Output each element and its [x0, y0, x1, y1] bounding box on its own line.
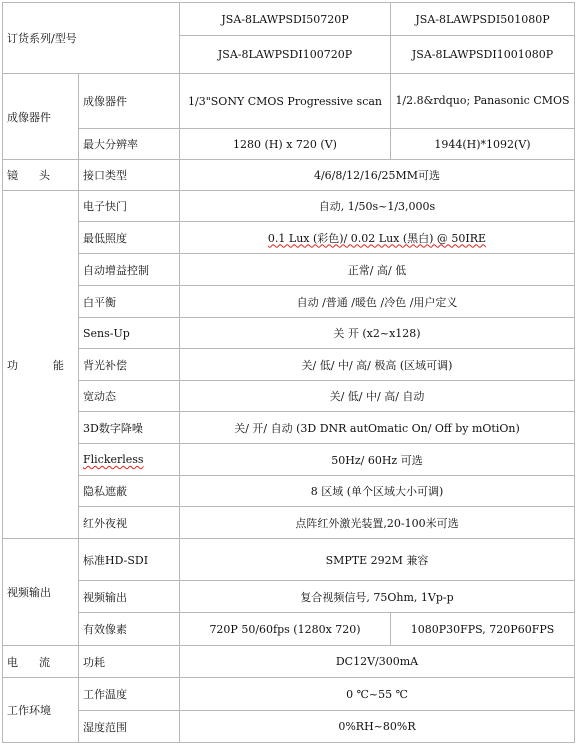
temp-value: 0 ℃~55 ℃	[180, 678, 575, 711]
video-category: 视频输出	[3, 539, 79, 646]
video-pixels-row	[3, 613, 575, 646]
func-row	[3, 444, 575, 476]
func-value: 自动 /普通 /暖色 /冷色 /用户定义	[180, 286, 575, 318]
humidity-value: 0%RH~80%R	[180, 711, 575, 743]
video-hdsdi-row	[3, 539, 575, 581]
model-1080-50: JSA-8LAWPSDI501080P	[391, 3, 575, 36]
func-value: 8 区域 (单个区域大小可调)	[180, 476, 575, 507]
func-value: 自动, 1/50s~1/3,000s	[180, 191, 575, 222]
func-row	[3, 286, 575, 318]
lens-value: 4/6/8/12/16/25MM可选	[180, 160, 575, 191]
lens-row	[3, 160, 575, 191]
composite-value: 复合视频信号, 75Ohm, 1Vp-p	[180, 581, 575, 613]
func-label: 电子快门	[79, 191, 180, 222]
func-row	[3, 412, 575, 444]
func-row	[3, 381, 575, 412]
power-row	[3, 646, 575, 678]
sensor-1080: 1/2.8&rdquo; Panasonic CMOS	[391, 74, 575, 129]
func-label: 3D数字降噪	[79, 412, 180, 444]
imager-sensor-row	[3, 74, 575, 129]
func-row	[3, 254, 575, 286]
func-value: 关/ 低/ 中/ 高/ 自动	[180, 381, 575, 412]
func-label: 最低照度	[79, 222, 180, 254]
power-value: DC12V/300mA	[180, 646, 575, 678]
imager-res-row	[3, 129, 575, 160]
func-row	[3, 191, 575, 222]
func-row	[3, 507, 575, 539]
imager-category: 成像器件	[3, 74, 79, 160]
sensor-720: 1/3"SONY CMOS Progressive scan	[180, 74, 391, 129]
func-row	[3, 476, 575, 507]
power-label: 功耗	[79, 646, 180, 678]
func-value: 正常/ 高/ 低	[180, 254, 575, 286]
func-label: 宽动态	[79, 381, 180, 412]
pixels-label: 有效像素	[79, 613, 180, 646]
res-label: 最大分辨率	[79, 129, 180, 160]
func-value: 50Hz/ 60Hz 可选	[180, 444, 575, 476]
func-label: 隐私遮蔽	[79, 476, 180, 507]
video-composite-row	[3, 581, 575, 613]
func-value: 关 开 (x2~x128)	[180, 318, 575, 349]
hdsdi-value: SMPTE 292M 兼容	[180, 539, 575, 581]
env-temp-row	[3, 678, 575, 711]
func-value: 关/ 开/ 自动 (3D DNR autOmatic On/ Off by mOtiOn)	[180, 412, 575, 444]
lens-category: 镜 头	[3, 160, 79, 191]
func-value	[180, 222, 575, 254]
func-value: 关/ 低/ 中/ 高/ 极高 (区域可调)	[180, 349, 575, 381]
model-720-100: JSA-8LAWPSDI100720P	[180, 36, 391, 74]
func-row	[3, 318, 575, 349]
func-label-text: Flickerless	[83, 453, 144, 466]
power-category: 电 流	[3, 646, 79, 678]
func-label	[79, 444, 180, 476]
env-category: 工作环境	[3, 678, 79, 743]
sensor-label: 成像器件	[79, 74, 180, 129]
func-value-text: 0.1 Lux (彩色)/ 0.02 Lux (黑白) @ 50IRE	[267, 231, 487, 245]
func-row	[3, 222, 575, 254]
func-label: 背光补偿	[79, 349, 180, 381]
res-1080: 1944(H)*1092(V)	[391, 129, 575, 160]
spec-table	[2, 2, 575, 743]
res-720: 1280 (H) x 720 (V)	[180, 129, 391, 160]
func-label: Sens-Up	[79, 318, 180, 349]
model-720-50: JSA-8LAWPSDI50720P	[180, 3, 391, 36]
func-label: 白平衡	[79, 286, 180, 318]
lens-label: 接口类型	[79, 160, 180, 191]
pixels-720: 720P 50/60fps (1280x 720)	[180, 613, 391, 646]
func-label: 红外夜视	[79, 507, 180, 539]
func-value: 点阵红外激光装置,20-100米可选	[180, 507, 575, 539]
pixels-1080: 1080P30FPS, 720P60FPS	[391, 613, 575, 646]
model-1080-100: JSA-8LAWPSDI1001080P	[391, 36, 575, 74]
humidity-label: 湿度范围	[79, 711, 180, 743]
env-humidity-row	[3, 711, 575, 743]
model-label: 订货系列/型号	[3, 3, 180, 74]
func-row	[3, 349, 575, 381]
hdsdi-label: 标准HD-SDI	[79, 539, 180, 581]
model-row-1	[3, 3, 575, 36]
functions-category: 功 能	[3, 191, 79, 539]
func-label: 自动增益控制	[79, 254, 180, 286]
composite-label: 视频输出	[79, 581, 180, 613]
temp-label: 工作温度	[79, 678, 180, 711]
